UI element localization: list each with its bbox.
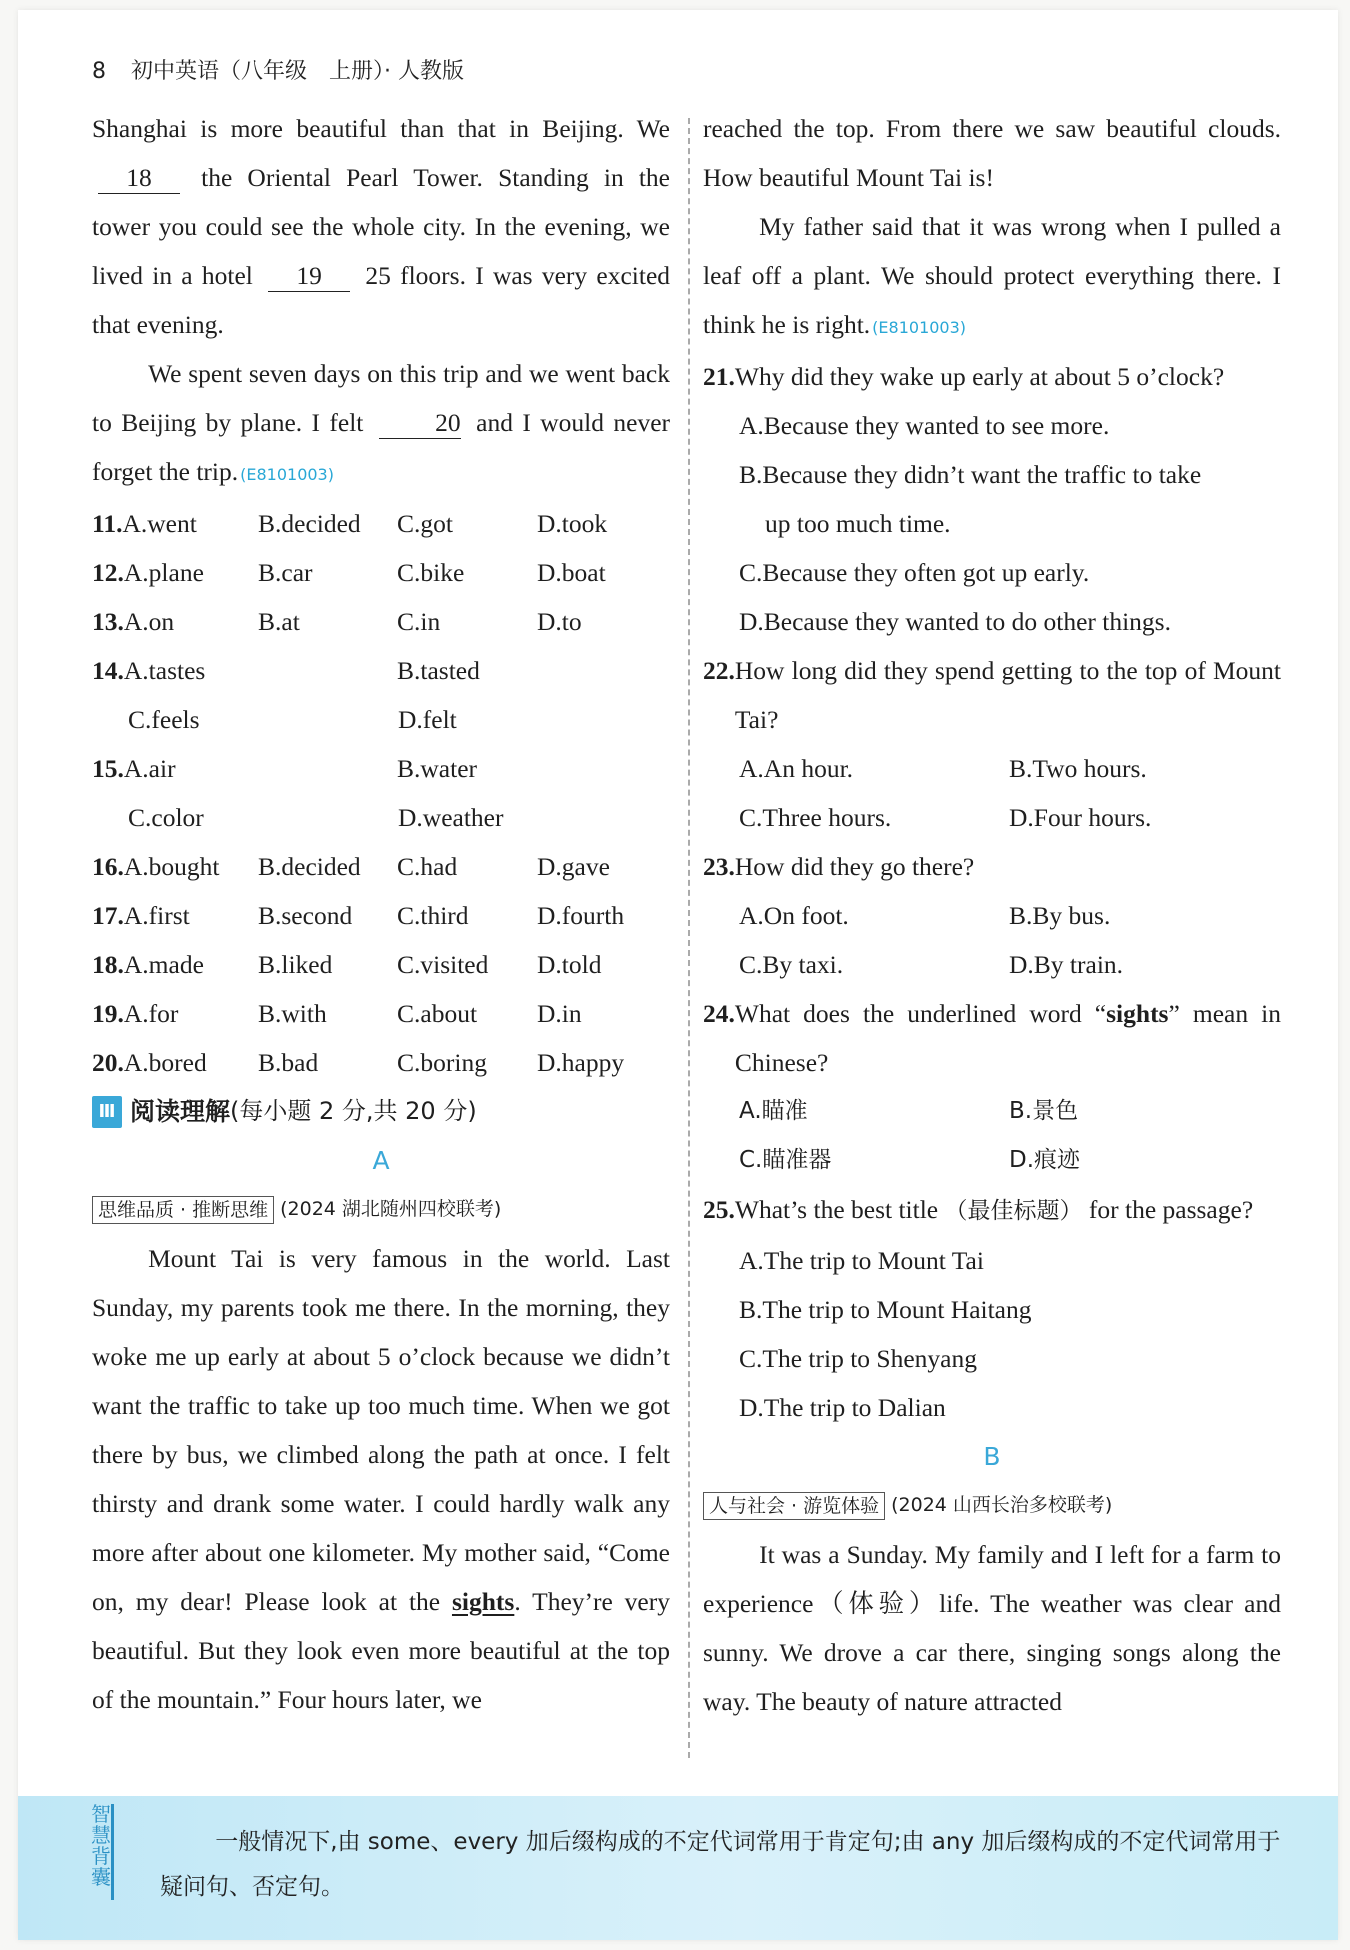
skill-tag: 人与社会 · 游览体验 [703, 1492, 885, 1520]
option-row: 11.A.went B.decided C.got D.took [92, 509, 608, 538]
option-row: 15.A.air B.water [92, 754, 478, 783]
section-score: (每小题 2 分,共 20 分) [230, 1097, 477, 1125]
blank-20: 20 [379, 408, 461, 439]
passage-a-text: Mount Tai is very famous in the world. Last Sunday, my parents took me there. In the morning, they woke me up early at about 5 o’clock because we didn’t want the traffic to take up too much time. When we got there by bus, we climbed along the path at once. I felt thirsty and drank some water. I could hardly walk any more after about one kilometer. My mother said, “Come on, my dear! Please look at the sights. They’re very beautiful. But they look even more beautiful at the top of the mountain.” Four hours later, we [92, 1244, 670, 1714]
tip-label: 智慧背囊 [91, 1802, 111, 1889]
choice: D.The trip to Dalian [739, 1393, 946, 1422]
tip-text: 一般情况下,由 some、every 加后缀构成的不定代词常用于肯定句;由 any 加后缀构成的不定代词常用于疑问句、否定句。 [160, 1829, 1281, 1900]
choice-row: A.An hour. B.Two hours. [739, 754, 1147, 783]
choice: B.The trip to Mount Haitang [739, 1295, 1032, 1324]
choice: D.Because they wanted to do other things. [739, 607, 1171, 636]
choice-row: C.瞄准器 D.痕迹 [739, 1147, 1081, 1173]
page-header [92, 54, 464, 85]
choice: A.The trip to Mount Tai [739, 1246, 984, 1275]
section-heading [92, 1087, 670, 1136]
right-column [703, 104, 1281, 1726]
passage-source: (2024 山西长治多校联考) [891, 1494, 1113, 1516]
question-21: 21. Why did they wake up early at about 5 o’clock? [703, 362, 1225, 391]
option-row: 13.A.on B.at C.in D.to [92, 607, 582, 636]
section-number-badge: Ⅲ [92, 1096, 122, 1128]
passage-a-continued: reached the top. From there we saw beautiful clouds. How beautiful Mount Tai is! [703, 114, 1281, 192]
option-row: 18.A.made B.liked C.visited D.told [92, 950, 602, 979]
choice-row: C.By taxi. D.By train. [739, 950, 1124, 979]
choice: B.Because they didn’t want the traffic to take [739, 460, 1202, 489]
question-25: 25. What’s the best title （最佳标题） for the passage? [703, 1195, 1254, 1224]
blank-19: 19 [268, 261, 350, 292]
passage-tag-row [703, 1481, 1281, 1530]
tip-box [18, 1796, 1338, 1940]
choice-continued: up too much time. [765, 509, 951, 538]
question-22: 22. How long did they spend getting to the top of Mount Tai? [703, 656, 1281, 734]
passage-label: B [983, 1442, 1001, 1471]
choice-row: C.Three hours. D.Four hours. [739, 803, 1152, 832]
choice: C.The trip to Shenyang [739, 1344, 977, 1373]
option-row: 14.A.tastes B.tasted [92, 656, 480, 685]
book-title: 初中英语（八年级 上册）· 人教版 [131, 59, 464, 84]
option-row: 16.A.bought B.decided C.had D.gave [92, 852, 610, 881]
option-row: 12.A.plane B.car C.bike D.boat [92, 558, 606, 587]
passage-b-text: It was a Sunday. My family and I left for a farm to experience（体验）life. The weather was clear and sunny. We drove a car there, singing songs along the way. The beauty of nature attracted [703, 1540, 1281, 1716]
passage-label: A [372, 1146, 390, 1175]
passage-source: (2024 湖北随州四校联考) [280, 1198, 502, 1220]
option-row: 20.A.bored B.bad C.boring D.happy [92, 1048, 625, 1077]
column-divider [688, 118, 690, 1758]
question-code: (E8101003) [872, 318, 967, 337]
cloze-paragraph-1: Shanghai is more beautiful than that in Beijing. We 18 the Oriental Pearl Tower. Standing in the tower you could see the whole city. In the evening, we lived in a hotel 19 25 floors. I was very excited that evening. [92, 114, 671, 339]
underlined-word: sights [451, 1587, 515, 1616]
passage-a-last-paragraph: My father said that it was wrong when I pulled a leaf off a plant. We should protect everything there. I think he is right. (E8101003) [703, 212, 1281, 339]
question-23: 23. How did they go there? [703, 852, 975, 881]
cloze-paragraph-2: We spent seven days on this trip and we went back to Beijing by plane. I felt 20 and I would never forget the trip. (E8101003) [92, 359, 671, 486]
option-row: 17.A.first B.second C.third D.fourth [92, 901, 625, 930]
option-row: C.feels D.felt [128, 705, 457, 734]
option-row: C.color D.weather [128, 803, 504, 832]
choice-row: A.瞄准 B.景色 [739, 1098, 1079, 1124]
page-number: 8 [92, 59, 106, 84]
left-column [92, 104, 670, 1724]
question-24: 24. What does the underlined word “sights” mean in Chinese? [703, 999, 1282, 1077]
option-row: 19.A.for B.with C.about D.in [92, 999, 582, 1028]
skill-tag: 思维品质 · 推断思维 [92, 1196, 274, 1224]
passage-tag-row [92, 1185, 670, 1234]
blank-18: 18 [98, 163, 180, 194]
choice-row: A.On foot. B.By bus. [739, 901, 1111, 930]
section-title: 阅读理解 [130, 1097, 231, 1126]
question-code: (E8101003) [240, 465, 334, 484]
choice: A.Because they wanted to see more. [739, 411, 1110, 440]
choice: C.Because they often got up early. [739, 558, 1090, 587]
